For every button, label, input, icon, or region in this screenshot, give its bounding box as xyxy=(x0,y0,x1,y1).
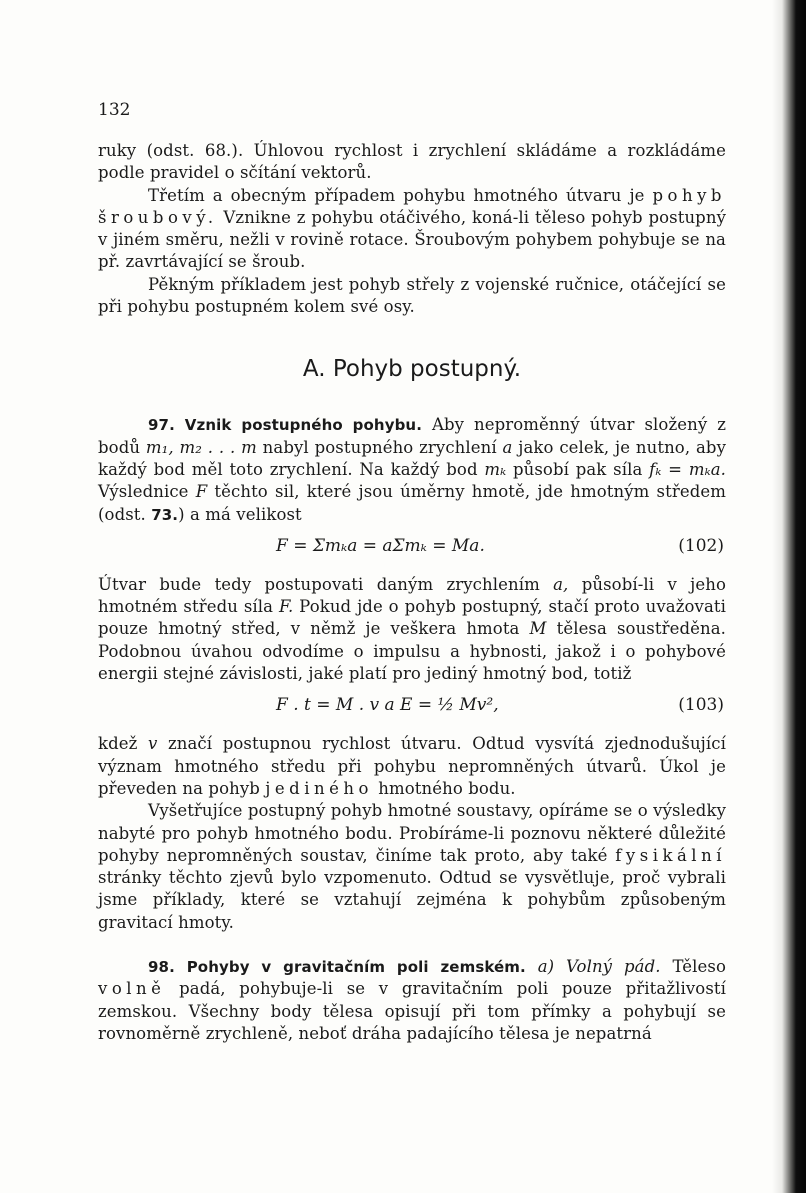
text-run: kdež xyxy=(98,734,148,754)
text-run: tělesa soustředěna. Podobnou úvahou odvodíme o impulsu a hybnosti, jakož i o pohybové energii stejné závislosti, jaké platí pro jediný hmotný bod, totiž xyxy=(98,619,726,684)
math-symbol: v xyxy=(147,734,158,754)
page-number: 132 xyxy=(98,100,131,120)
paragraph-example: Pěkným příkladem jest pohyb střely z vojenské ručnice, otáčející se při pohybu postupném kolem své osy. xyxy=(98,274,726,317)
text-run: nabyl postupného zrychlení xyxy=(256,437,503,457)
equation-103-expression: F . t = M . v a E = ½ Mv², xyxy=(276,695,499,716)
math-symbol: a, xyxy=(553,574,569,594)
section-98 xyxy=(98,956,726,1045)
spaced-term: pohyb šroubový. xyxy=(98,185,726,227)
math-symbol: F xyxy=(195,482,208,502)
paragraph-physical-aspects xyxy=(98,800,726,934)
text-run: působí-li v jeho hmotném středu síla xyxy=(98,574,726,617)
text-run: Výslednice xyxy=(98,482,196,502)
reference-number: 73. xyxy=(151,505,179,524)
paragraph-velocity xyxy=(98,733,726,800)
text-run: hmotného bodu. xyxy=(372,778,516,798)
section-heading: A. Pohyb postupný. xyxy=(302,356,522,383)
text-run: těchto sil, které jsou úměrny hmotě, jde hmotným středem (odst. xyxy=(98,482,726,524)
paragraph-screw-motion xyxy=(98,185,726,274)
equation-102 xyxy=(98,536,726,560)
math-symbol: a xyxy=(502,437,513,457)
equation-103-number: (103) xyxy=(678,695,724,716)
paragraph-continuation: ruky (odst. 68.). Úhlovou rychlost i zrychlení skládáme a rozkládáme podle pravidel o sčítání vektorů. xyxy=(98,141,726,183)
math-symbol: M xyxy=(529,619,547,639)
text-run: ) a má velikost xyxy=(178,504,302,524)
text-run: jako celek, je nutno, aby každý bod měl toto zrychlení. Na každý bod xyxy=(98,437,726,479)
math-symbol: F. xyxy=(278,597,294,617)
equation-102-number: (102) xyxy=(678,535,724,556)
book-page xyxy=(98,100,726,1045)
text-run: stránky těchto zjevů bylo vzpomenuto. Odtud se vysvětluje, proč vybrali jsme příklady, které se vztahují zejména k pohybům způsobeným gravitací hmoty. xyxy=(98,868,726,932)
section-98-heading: 98. Pohyby v gravitačním poli zemském. xyxy=(148,958,526,977)
text-run: Třetím a obecným případem pohybu hmotného útvaru je xyxy=(148,185,653,205)
spaced-term: jediného xyxy=(265,778,373,798)
page-binding-edge xyxy=(772,0,806,1193)
equation-102-expression: F = Σmₖa = aΣmₖ = Ma. xyxy=(276,535,485,556)
math-symbol: mₖ xyxy=(484,459,507,479)
text-run: značí postupnou rychlost útvaru. Odtud vysvítá zjednodušující význam hmotného středu při pohybu nepromněných útvarů. Úkol je převeden na pohyb xyxy=(98,734,726,798)
section-97-heading: 97. Vznik postupného pohybu. xyxy=(148,416,422,435)
text-run: Útvar bude tedy postupovati daným zrychlením xyxy=(98,574,554,594)
text-run: Aby neproměnný útvar složený z bodů xyxy=(98,415,726,457)
spaced-term: volně xyxy=(98,979,166,999)
text-run: působí pak síla xyxy=(506,459,650,479)
section-97 xyxy=(98,414,726,525)
subsection-title: a) Volný pád. xyxy=(525,957,661,977)
spaced-term: fysikální xyxy=(615,845,726,865)
math-symbol: fₖ = mₖa. xyxy=(649,459,726,479)
paragraph-center-of-mass xyxy=(98,574,726,685)
equation-103 xyxy=(98,695,726,719)
text-run: Vyšetřujíce postupný pohyb hmotné soustavy, opíráme se o výsledky nabyté pro pohyb hmotného bodu. Probíráme-li poznovu některé důležité pohyby nepromněných soustav, činíme tak proto, aby také xyxy=(98,801,726,865)
text-run: Vznikne z pohybu otáčivého, koná-li těleso pohyb postupný v jiném směru, nežli v rovině rotace. Šroubovým pohybem pohybuje se na př. zavrtávající se šroub. xyxy=(98,207,726,272)
text-run: padá, pohybuje-li se v gravitačním poli pouze přitažlivostí zemskou. Všechny body tělesa opisují při tom přímky a pohybují se rovnoměrně zrychleně, neboť dráha padajícího tělesa je nepatrná xyxy=(98,979,726,1043)
math-symbol: m₁, m₂ . . . m xyxy=(145,437,257,457)
text-run: Těleso xyxy=(660,957,726,977)
text-run: Pokud jde o pohyb postupný, stačí proto uvažovati pouze hmotný střed, v němž je veškera hmota xyxy=(98,597,726,639)
